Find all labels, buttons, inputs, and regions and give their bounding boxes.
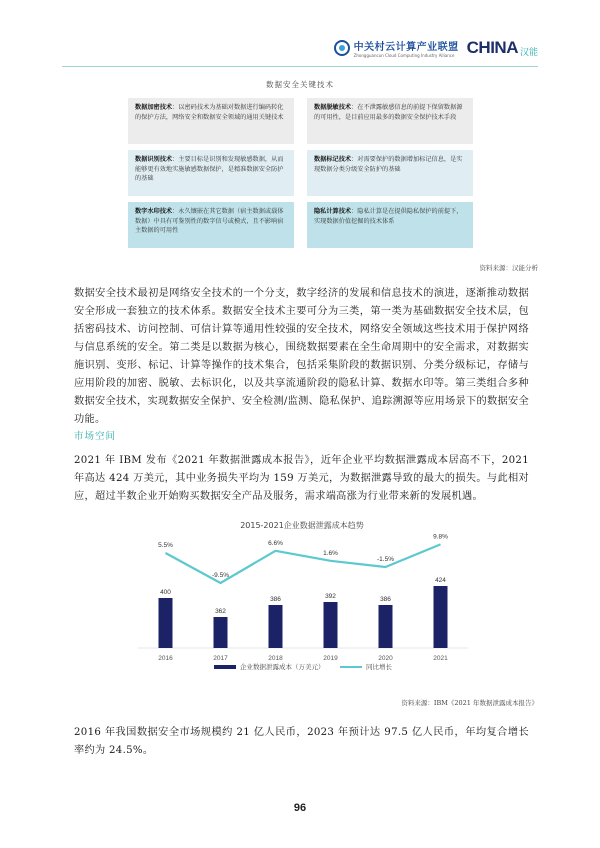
diagram-desc: ：主要目标是识别和发现敏感数据，从而能够更有效地实施敏感数据保护，是精准数据安全防护的基础 bbox=[135, 156, 284, 183]
growth-point-label: -9.5% bbox=[212, 572, 229, 579]
diagram-row-2 bbox=[128, 150, 473, 196]
bar-value-label: 386 bbox=[380, 596, 391, 603]
paragraph-market-size: 2016 年我国数据安全市场规模约 21 亿人民币，2023 年预计达 97.5 亿人民币，年均复合增长率约为 24.5%。 bbox=[74, 727, 529, 756]
bar-2020 bbox=[379, 605, 393, 648]
diagram-box-privacy-computing bbox=[307, 202, 473, 248]
x-tick-label: 2019 bbox=[323, 655, 338, 662]
org-logo bbox=[334, 38, 459, 58]
bar-2017 bbox=[214, 617, 228, 648]
bar-2021 bbox=[434, 586, 448, 648]
x-tick-label: 2018 bbox=[268, 655, 283, 662]
brand-logo bbox=[467, 38, 538, 58]
diagram-box-masking bbox=[307, 98, 473, 144]
org-logo-subtext: Zhongguancun Cloud Computing Industry Alliance bbox=[353, 53, 455, 58]
diagram-box-encryption bbox=[128, 98, 294, 144]
bar-value-label: 400 bbox=[160, 589, 171, 596]
x-tick-label: 2020 bbox=[378, 655, 393, 662]
breach-cost-chart bbox=[118, 518, 486, 686]
diagram-term: 数据加密技术 bbox=[135, 104, 173, 111]
bar-2018 bbox=[269, 605, 283, 648]
chart-title: 2015-2021企业数据泄露成本趋势 bbox=[240, 521, 364, 530]
diagram-term: 数据脱敏技术 bbox=[314, 104, 352, 111]
diagram-desc: ：在不泄露敏感信息的前提下保留数据源的可用性，是目前应用最多的数据安全保护技术手段 bbox=[314, 104, 463, 121]
org-logo-name: 中关村云计算产业联盟 bbox=[353, 42, 459, 53]
bar-2019 bbox=[324, 602, 338, 648]
diagram-desc: ：以密码技术为基础对数据进行编码转化的保护方法，网络安全和数据安全领域的通用关键技术 bbox=[135, 104, 284, 121]
brand-logo-suffix: 汉能 bbox=[519, 48, 538, 58]
legend-swatch-bar bbox=[214, 665, 236, 669]
page-number: 96 bbox=[293, 802, 307, 814]
diagram-box-watermark bbox=[128, 202, 294, 248]
org-logo-icon bbox=[334, 40, 350, 56]
paragraph-tech-overview: 数据安全技术最初是网络安全技术的一个分支，数字经济的发展和信息技术的演进，逐渐推动数据安全形成一套独立的技术体系。数据安全技术主要可分为三类，第一类为基础数据安全技术层，包括密码技术、访问控制、可信计算等通用性较强的安全技术，网络安全领域这些技术用于保护网络与信息系统的安全。第二类是以数据为核心，围绕数据要素在全生命周期中的安全需求，对数据实施识别、变形、标记、计算等操作的技术集合，包括采集阶段的数据识别、分类分级标记，存储与应用阶段的加密、脱敏、去标识化，以及共享流通阶段的隐私计算、数据水印等。第三类组合多种数据安全技术，实现数据安全保护、安全检测/监测、隐私保护、追踪溯源等应用场景下的数据安全功能。 bbox=[74, 288, 529, 425]
growth-point-label: 1.6% bbox=[323, 549, 338, 557]
x-tick-label: 2017 bbox=[213, 655, 228, 662]
growth-point-label: 9.8% bbox=[433, 533, 448, 541]
diagram-title: 数据安全关键技术 bbox=[266, 80, 334, 89]
diagram-term: 数字水印技术 bbox=[135, 208, 173, 215]
diagram-term: 数据识别技术 bbox=[135, 156, 173, 163]
growth-point-label: 6.6% bbox=[268, 539, 283, 547]
paragraph-market: 2021 年 IBM 发布《2021 年数据泄露成本报告》，近年企业平均数据泄露成本居高不下，2021 年高达 424 万美元，其中业务损失平均为 159 万美元，为数据泄露导致的最大的损失。与此相对应，超过半数企业开始购买数据安全产品及服务，需求端高涨为行业带来新的发展机遇。 bbox=[74, 455, 529, 502]
bar-value-label: 392 bbox=[325, 593, 336, 600]
diagram-box-identification bbox=[128, 150, 294, 196]
diagram-desc: ：永久镶嵌在其它数据（宿主数据或载体数据）中具有可鉴别性的数字信号或模式，且不影响宿主数据的可用性 bbox=[135, 208, 284, 235]
bar-value-label: 362 bbox=[215, 608, 226, 615]
chart-legend bbox=[214, 662, 393, 671]
brand-logo-text: CHINA bbox=[466, 38, 518, 57]
chart-source: 资料来源：IBM《2021 年数据泄露成本报告》 bbox=[401, 699, 538, 707]
legend-label-bar: 企业数据泄露成本（万美元） bbox=[240, 663, 325, 671]
header-divider bbox=[62, 66, 538, 67]
diagram-term: 隐私计算技术 bbox=[314, 208, 352, 215]
growth-line bbox=[166, 544, 441, 583]
bar-value-label: 424 bbox=[435, 577, 446, 584]
growth-point-label: -1.5% bbox=[377, 556, 394, 563]
bar-value-label: 386 bbox=[270, 596, 281, 603]
growth-point-label: 5.5% bbox=[158, 542, 173, 549]
section-title: 市场空间 bbox=[74, 431, 117, 442]
x-tick-label: 2016 bbox=[158, 655, 173, 662]
diagram-row-3 bbox=[128, 202, 473, 248]
bar-2016 bbox=[159, 598, 173, 648]
diagram-desc: ：对需要保护的数据增加标记信息，是实现数据分类分级安全防护的基础 bbox=[314, 156, 463, 173]
header-logos bbox=[334, 38, 538, 58]
diagram-term: 数据标记技术 bbox=[314, 156, 352, 163]
x-tick-label: 2021 bbox=[433, 655, 448, 662]
diagram-row-1 bbox=[128, 98, 473, 144]
diagram-source: 资料来源：汉能分析 bbox=[479, 264, 538, 272]
legend-label-line: 同比增长 bbox=[366, 663, 392, 671]
diagram-box-labeling bbox=[307, 150, 473, 196]
diagram-desc: ：隐私计算是在提供隐私保护的前提下，实现数据价值挖掘的技术体系 bbox=[314, 208, 463, 225]
